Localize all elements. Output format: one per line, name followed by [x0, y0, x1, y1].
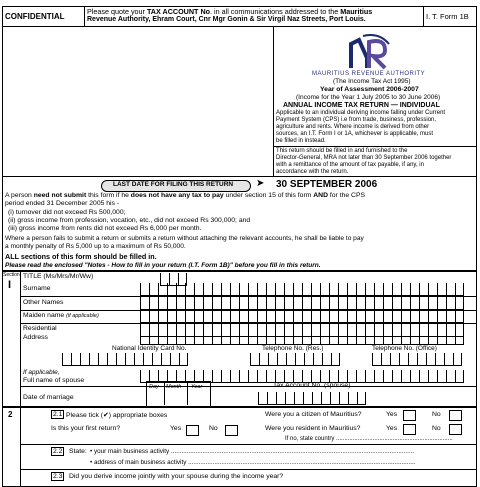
- notice-bold2: Mauritius: [340, 7, 373, 16]
- applicable-line: be filled in instead.: [276, 138, 326, 144]
- s22-number: 2.2: [53, 448, 63, 455]
- authority-divider: [274, 146, 477, 147]
- maiden-name-label: [23, 312, 99, 319]
- intro-b3: AND: [313, 192, 328, 199]
- day-label: Day: [149, 384, 159, 390]
- main-activity-field[interactable]: • your main business activity ...........................................................................................................................................: [90, 448, 415, 455]
- s21-text: Please tick (✔) appropriate boxes: [66, 412, 168, 419]
- citizen-yes-checkbox[interactable]: [403, 410, 416, 421]
- date-divider: [187, 381, 188, 405]
- form-id: I. T. Form 1B: [426, 12, 469, 21]
- intro-line1: [5, 192, 365, 199]
- spouse-rule: [20, 386, 477, 387]
- intro-item: (i) turnover did not exceed Rs 500,000;: [8, 209, 126, 216]
- act-line: (The Income Tax Act 1995): [333, 78, 411, 85]
- first-return-yes-checkbox[interactable]: [186, 425, 199, 436]
- intro-pre: A person: [5, 192, 34, 199]
- header-notice-line2: Revenue Authority, Ehram Court, Cnr Mgr Gonin & Sir Virgil Naz Streets, Port Louis.: [87, 16, 366, 23]
- section-label: Section: [3, 272, 20, 278]
- citizen-yes-label: Yes: [386, 411, 398, 418]
- header-divider-2: [423, 6, 424, 27]
- year-label: Year: [191, 384, 203, 390]
- other-names-field[interactable]: [140, 297, 464, 310]
- intro-mid2: under section 15 of this form: [223, 192, 314, 199]
- marriage-date-label: Date of marriage: [23, 394, 74, 401]
- resident-no-checkbox[interactable]: [449, 424, 462, 435]
- return-title: ANNUAL INCOME TAX RETURN — INDIVIDUAL: [283, 102, 440, 109]
- surname-label: Surname: [23, 285, 51, 292]
- intro-line2: period ended 31 December 2005 his -: [5, 200, 120, 207]
- citizen-label: Were you a citizen of Mauritius?: [265, 411, 362, 418]
- return-line: with a remittance of the amount of tax payable, if any, in: [276, 162, 424, 168]
- spouse-name-label: Full name of spouse: [23, 377, 85, 384]
- applicable-line: Payment System (CPS) i.e from trade, business, profession,: [276, 117, 437, 123]
- header-divider-1: [84, 6, 85, 27]
- month-label: Month: [166, 384, 182, 390]
- return-line: This return should be filled in and furnished to the: [276, 148, 408, 154]
- first-return-yes-label: Yes: [170, 425, 182, 432]
- intro-post: for the CPS: [328, 192, 366, 199]
- intro-mid: this form if he: [86, 192, 131, 199]
- resident-no-label: No: [432, 425, 441, 432]
- top-block-divider: [273, 26, 274, 177]
- intro-b2: does not have any tax to pay: [130, 192, 224, 199]
- return-line: accordance with the return.: [276, 169, 349, 175]
- intro-item: (ii) gross income from profession, vocation, etc., did not exceed Rs 300,000; and: [8, 217, 251, 224]
- penalty-line2: a monthly penalty of Rs 5,000 up to a maximum of Rs 50,000.: [5, 243, 186, 250]
- first-return-no-checkbox[interactable]: [225, 425, 238, 436]
- confidential-label: CONFIDENTIAL: [5, 12, 65, 21]
- deadline-date: 30 SEPTEMBER 2006: [276, 179, 378, 190]
- other-names-label: Other Names: [23, 299, 64, 306]
- citizen-no-checkbox[interactable]: [449, 410, 462, 421]
- notice-mid: . in all communications addressed to the: [210, 7, 341, 16]
- address-label: Address: [23, 334, 48, 341]
- spouse-tan-label: Tax Account No. (spouse): [273, 382, 351, 389]
- tel-office-field[interactable]: [372, 353, 462, 366]
- resident-label: Were you resident in Mauritius?: [265, 425, 361, 432]
- spouse-tan-field[interactable]: [258, 392, 366, 405]
- residential-label: Residential: [23, 325, 57, 332]
- section2-number: 2: [8, 410, 13, 419]
- first-return-label: Is this your first return?: [51, 425, 121, 432]
- state-country-field[interactable]: If no, state country ......................................................................: [285, 436, 453, 442]
- if-applicable-label: If applicable,: [23, 369, 60, 376]
- section2-gutter-line: [20, 407, 21, 487]
- maiden-name-field[interactable]: [140, 310, 464, 323]
- title-label: TITLE (Ms/Mrs/Mr/Ww): [23, 273, 94, 280]
- activity-address-field[interactable]: • address of main business activity ..................................................................................................................................: [90, 459, 416, 466]
- nic-field[interactable]: [62, 353, 188, 366]
- penalty-line1: Where a person fails to submit a return or submits a return without attaching the relevant accounts, he shall be liable to pay: [5, 235, 364, 242]
- address-field-2[interactable]: [140, 332, 464, 345]
- tel-office-label: Telephone No. (Office): [372, 345, 437, 352]
- surname-field[interactable]: [140, 283, 464, 296]
- applicable-line: agriculture and rents. Where income is derived from other: [276, 124, 430, 130]
- maiden-name-text: Maiden name: [23, 312, 65, 319]
- intro-item: (iii) gross income from rents did not exceed Rs 6,000 per month.: [8, 225, 202, 232]
- s21-number: 2.1: [53, 411, 63, 418]
- deadline-label: LAST DATE FOR FILING THIS RETURN: [113, 181, 234, 188]
- tel-res-label: Telephone No. (Res.): [262, 345, 324, 352]
- applicable-line: sources, an I.T. Form I or 1A, whichever is applicable, must: [276, 131, 434, 137]
- resident-yes-label: Yes: [386, 425, 398, 432]
- return-line: Director-General, MRA not later than 30 September 2006 together: [276, 155, 452, 161]
- logo-text: MAURITIUS REVENUE AUTHORITY: [312, 71, 426, 77]
- s23-rule: [20, 469, 477, 470]
- income-period: (Income for the Year 1 July 2005 to 30 June 2006): [296, 94, 441, 101]
- resident-yes-checkbox[interactable]: [403, 424, 416, 435]
- arrow-icon: ➤: [256, 178, 265, 189]
- header-notice-line1: [87, 7, 372, 16]
- applicable-line: Applicable to an individual deriving income falling under Current: [276, 110, 446, 116]
- s23-number: 2.3: [53, 473, 63, 480]
- nic-label: National Identity Card No.: [112, 345, 187, 352]
- assessment-year: Year of Assessment 2006-2007: [320, 86, 419, 93]
- section1-number: I: [8, 279, 12, 291]
- s23-text: Did you derive income jointly with your spouse during the income year?: [69, 473, 284, 480]
- read-notes-note: Please read the enclosed "Notes - How to fill in your return (I.T. Form 1B)" before you fill in this return.: [5, 262, 321, 269]
- notice-bold: TAX ACCOUNT No: [146, 7, 211, 16]
- tel-res-field[interactable]: [250, 353, 340, 366]
- s22-rule: [20, 444, 477, 445]
- all-sections-note: ALL sections of this form should be filled in.: [5, 252, 157, 261]
- date-divider: [164, 381, 165, 405]
- mra-logo-icon: [345, 34, 395, 70]
- intro-b1: need not submit: [33, 192, 87, 199]
- maiden-note: (if applicable): [66, 313, 99, 319]
- notice-pre: Please quote your: [87, 7, 147, 16]
- citizen-no-label: No: [432, 411, 441, 418]
- first-return-no-label: No: [209, 425, 218, 432]
- s22-state: State:: [69, 448, 87, 455]
